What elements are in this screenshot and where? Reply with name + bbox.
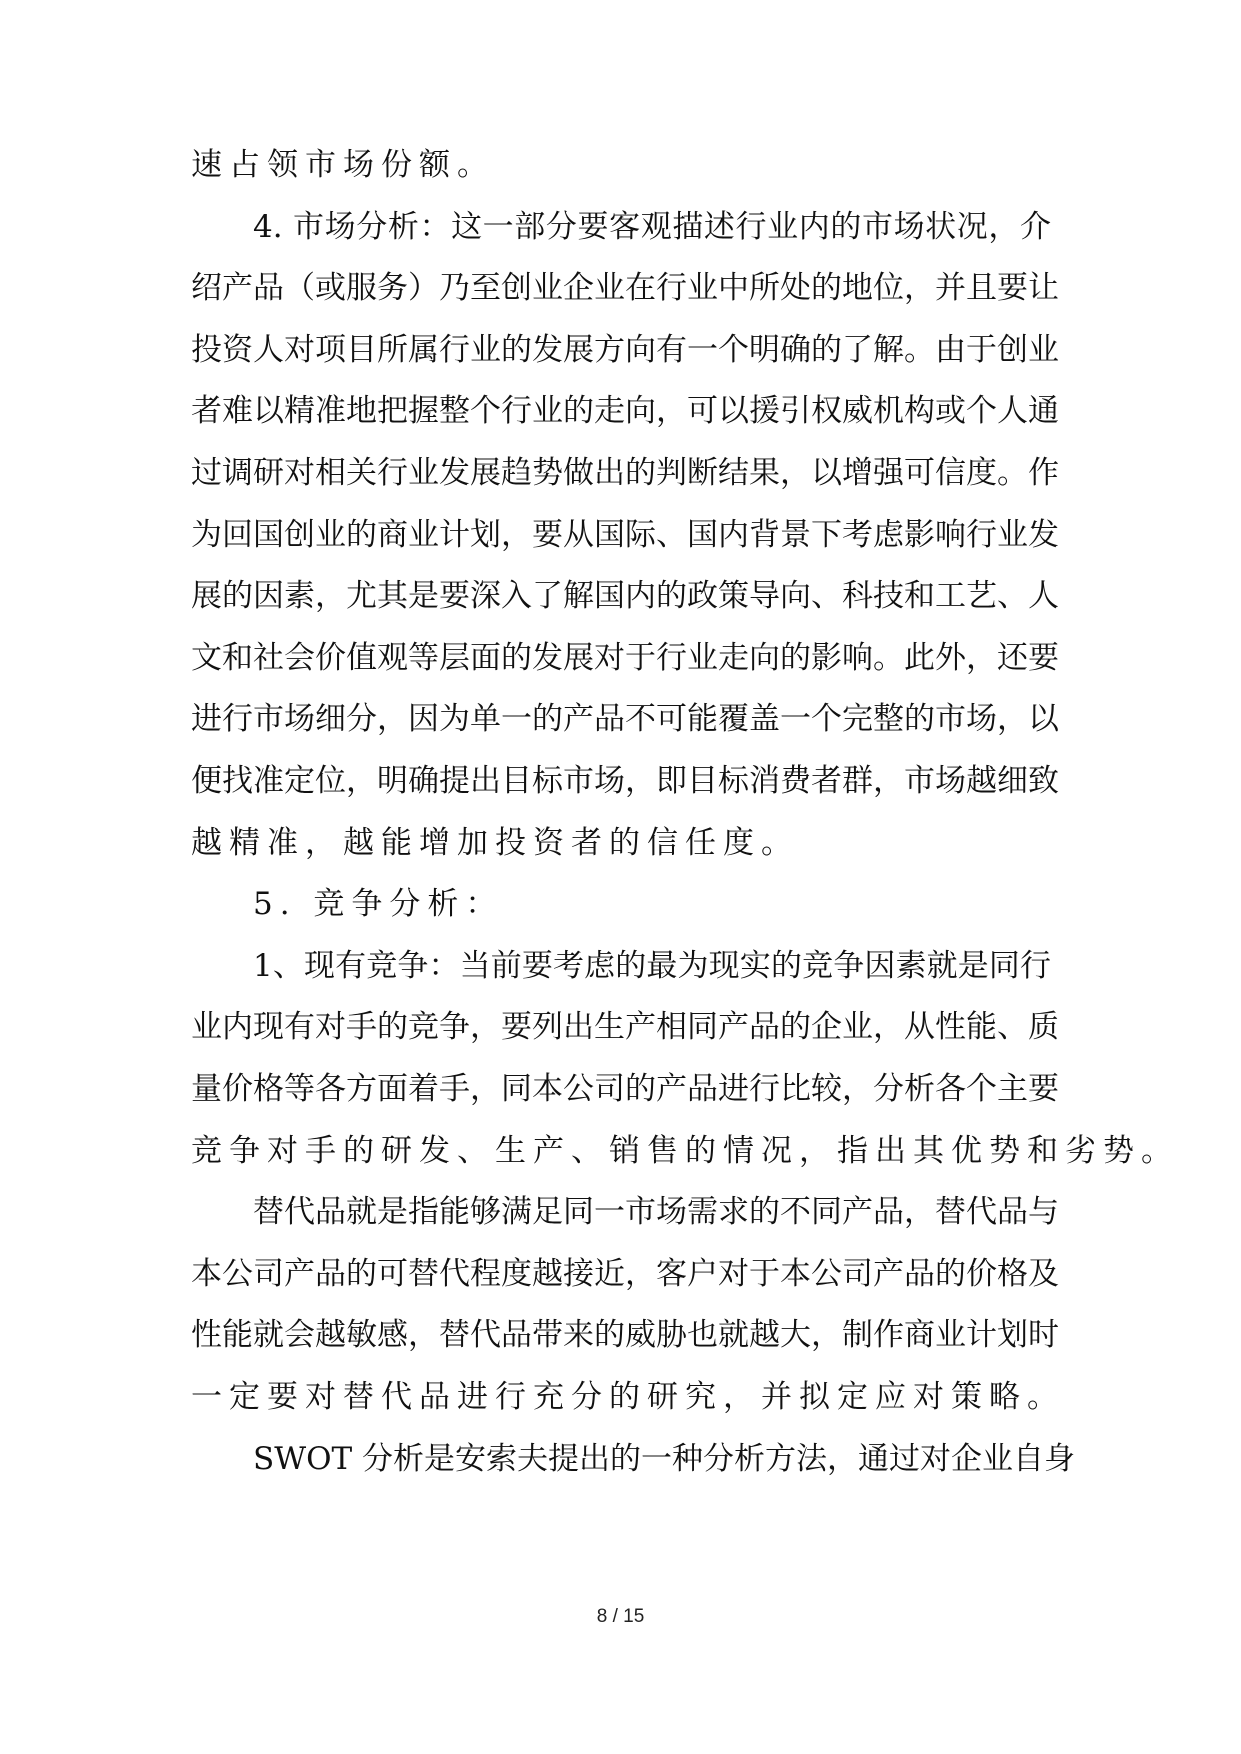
paragraph-line: 本公司产品的可替代程度越接近，客户对于本公司产品的价格及 [191, 1256, 1059, 1292]
paragraph-line: 为回国创业的商业计划，要从国际、国内背景下考虑影响行业发 [191, 517, 1059, 553]
paragraph-line: 量价格等各方面着手，同本公司的产品进行比较，分析各个主要 [191, 1071, 1059, 1107]
paragraph-line: 者难以精准地把握整个行业的走向，可以援引权威机构或个人通 [191, 393, 1059, 429]
paragraph-line: 速占领市场份额。 [191, 147, 495, 183]
paragraph-line: 业内现有对手的竞争，要列出生产相同产品的企业，从性能、质 [191, 1009, 1059, 1045]
paragraph-line: 展的因素，尤其是要深入了解国内的政策导向、科技和工艺、人 [191, 578, 1059, 614]
paragraph-line: 绍产品（或服务）乃至创业企业在行业中所处的地位，并且要让 [191, 270, 1059, 306]
paragraph-line: 文和社会价值观等层面的发展对于行业走向的影响。此外，还要 [191, 640, 1059, 676]
paragraph-line: 一定要对替代品进行充分的研究，并拟定应对策略。 [191, 1379, 1065, 1415]
paragraph-line: SWOT 分析是安索夫提出的一种分析方法，通过对企业自身 [253, 1441, 1076, 1477]
paragraph-line: 替代品就是指能够满足同一市场需求的不同产品，替代品与 [253, 1194, 1059, 1230]
paragraph-line: 性能就会越敏感，替代品带来的威胁也就越大，制作商业计划时 [191, 1317, 1059, 1353]
paragraph-line: 1、现有竞争：当前要考虑的最为现实的竞争因素就是同行 [253, 948, 1051, 984]
page-number: 8 / 15 [596, 1606, 645, 1627]
paragraph-line: 投资人对项目所属行业的发展方向有一个明确的了解。由于创业 [191, 332, 1059, 368]
section-heading: 5. 竞争分析： [253, 886, 504, 922]
paragraph-line: 越精准，越能增加投资者的信任度。 [191, 825, 799, 861]
paragraph-line: 竞争对手的研发、生产、销售的情况，指出其优势和劣势。 [191, 1133, 1179, 1169]
paragraph-line: 4. 市场分析：这一部分要客观描述行业内的市场状况，介 [253, 209, 1051, 245]
paragraph-line: 进行市场细分，因为单一的产品不可能覆盖一个完整的市场，以 [191, 701, 1059, 737]
paragraph-line: 便找准定位，明确提出目标市场，即目标消费者群，市场越细致 [191, 763, 1059, 799]
paragraph-line: 过调研对相关行业发展趋势做出的判断结果，以增强可信度。作 [191, 455, 1059, 491]
